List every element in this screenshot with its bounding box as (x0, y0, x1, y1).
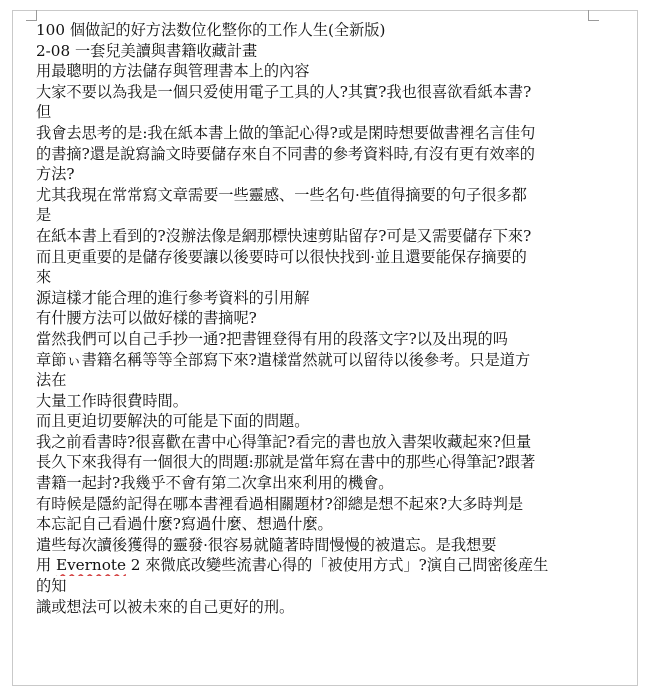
document-title-line: 100 個做記的好方法数位化整你的工作人生(全新版) (36, 21, 386, 39)
subheading-line: 用最聰明的方法儲存與管理書本上的內容 (36, 62, 310, 81)
body-line: 有時候是隱約記得在哪本書裡看過相關題材?卻總是想不起來?大多時判是 (36, 494, 524, 513)
body-line: 而且更迫切要解決的可能是下面的問題。 (36, 412, 310, 431)
body-line: 尤其我現在常常寫文章需要一些靈感、一些名句·些值得摘要的句子很多都 (36, 185, 527, 204)
body-line: 在紙本書上看到的?沒辦法像是網那標快速剪貼留存?可是又需要儲存下來? (36, 226, 532, 245)
body-line: 有什腰方法可以做好樣的書摘呢? (36, 309, 257, 328)
body-line: 遣些每次讀後獲得的靈發·很容易就隨著時間慢慢的被遣忘。是我想要 (36, 535, 497, 554)
body-line: 大量工作時很費時間。 (36, 391, 188, 410)
body-line-suffix: 2 來微底改變些流書心得的「被使用方式」?演自己問密後産生 (130, 556, 549, 575)
spellcheck-flagged-word[interactable]: Evernote (56, 556, 126, 575)
body-line: 書籍一起封?我幾乎不會有第二次拿出來利用的機會。 (36, 474, 394, 493)
body-line: 識或想法可以被未來的自己更好的刑。 (36, 597, 295, 616)
body-line: 長久下來我得有一個很大的問題:那就是當年寫在書中的那些心得筆記?跟著 (36, 453, 536, 472)
body-line: 我會去思考的是:我在紙本書上做的筆記心得?或是閑時想要做書裡名言佳句 (36, 123, 536, 142)
body-line: 大家不要以為我是一個只爱使用電子工具的人?其實?我也很喜欲看紙本書? (36, 82, 532, 101)
section-heading-line: 2-08 一套兒美讀與書籍收藏計畫 (36, 41, 258, 60)
document-body[interactable] (36, 20, 602, 617)
body-line-evernote (36, 555, 602, 576)
body-line: 的知 (36, 577, 67, 596)
body-line: 章節ぃ書籍名稱等等全部寫下來?遣樣當然就可以留待以後參考。只是道方 (36, 350, 531, 369)
body-line: 方法? (36, 165, 75, 184)
body-line: 源這樣才能合理的進行參考資料的引用解 (36, 288, 310, 307)
body-line: 但 (36, 103, 52, 122)
body-line: 是 (36, 206, 52, 225)
body-line: 法在 (36, 371, 67, 390)
body-line: 本忘記自己看過什麼?寫過什麼、想過什麼。 (36, 515, 333, 534)
body-line: 而且更重要的是儲存後要讓以後要時可以很快找到·並且還要能保存摘要的 (36, 247, 527, 266)
body-line-prefix: 用 (36, 556, 52, 575)
body-line: 來 (36, 268, 52, 287)
body-line: 當然我們可以自己手抄一通?把書锂登得有用的段落文字?以及出現的吗 (36, 329, 508, 348)
body-line: 我之前看書時?很喜歡在書中心得筆記?看完的書也放入書架收藏起來?但量 (36, 432, 532, 451)
body-line: 的書摘?還是說寫論文時要儲存來自不同書的參考資料時,有沒有更有效率的 (36, 144, 535, 163)
